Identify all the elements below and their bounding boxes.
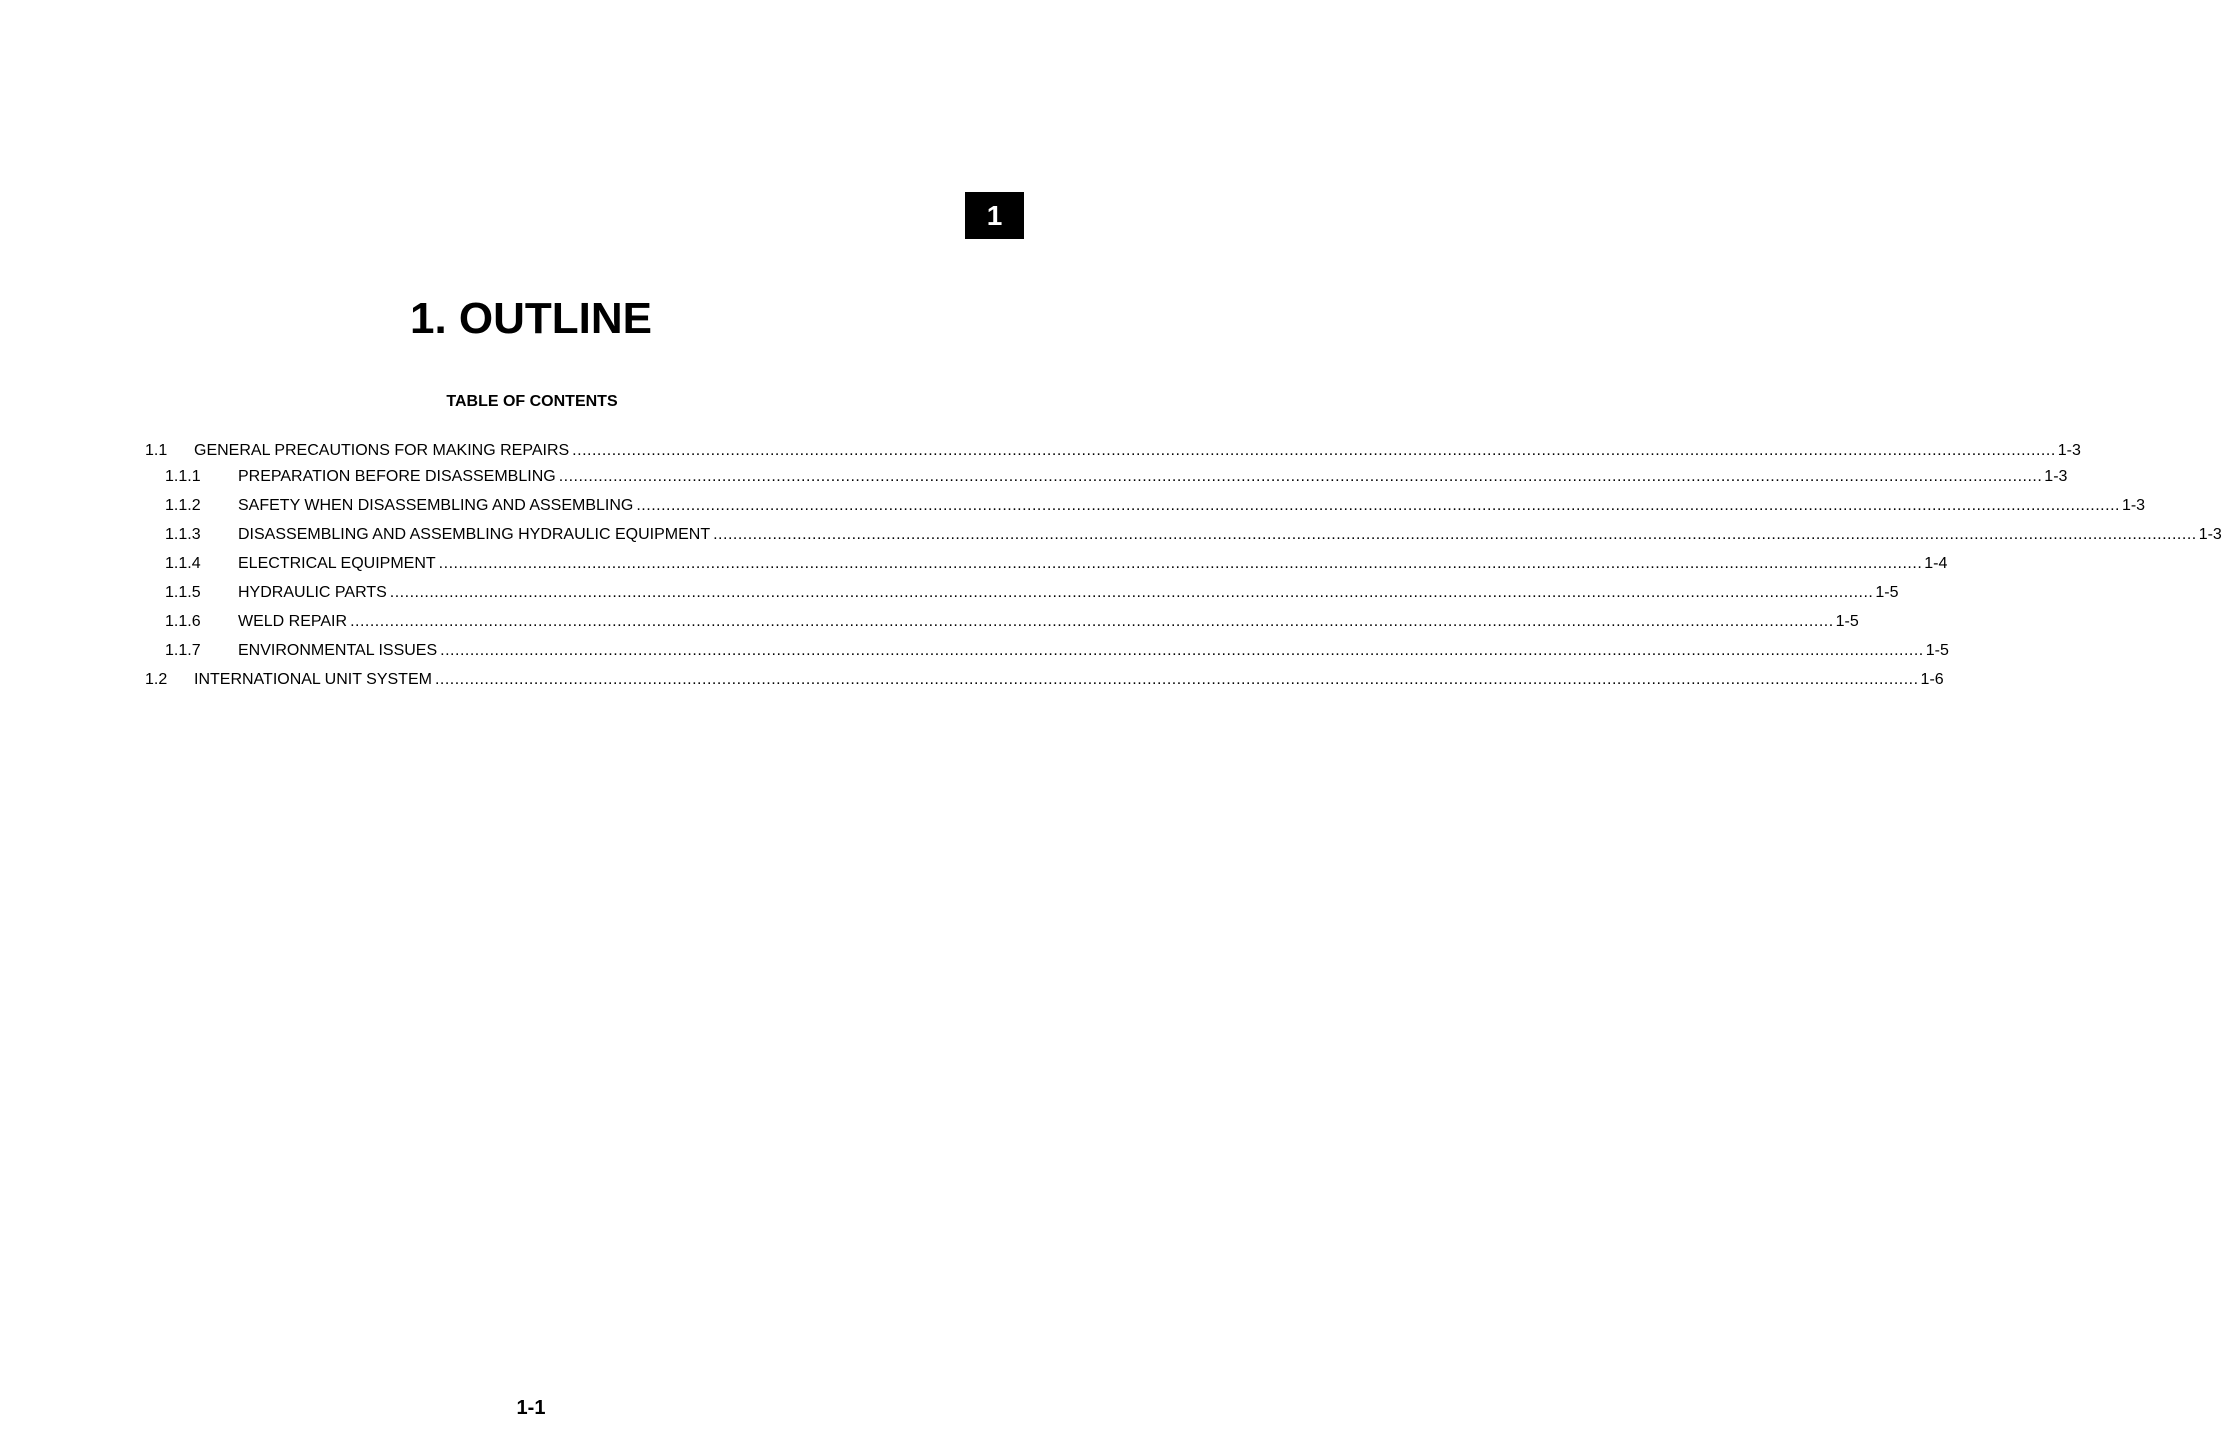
toc-entry-title: PREPARATION BEFORE DISASSEMBLING	[238, 468, 556, 485]
toc-heading: TABLE OF CONTENTS	[446, 393, 618, 410]
toc-entry-title: WELD REPAIR	[238, 613, 348, 630]
toc-entry[interactable]	[145, 496, 2146, 516]
toc-leader-dots: ............................................................................................................................................................................................................................................................................................................	[438, 555, 1923, 572]
toc-entry[interactable]	[145, 641, 1949, 661]
toc-entry-number: 1.1.5	[165, 584, 201, 601]
toc-entry-page: 1-5	[1925, 642, 1949, 659]
toc-entry[interactable]	[145, 525, 2222, 545]
toc-entry[interactable]	[145, 670, 1944, 690]
page-number: 1-1	[516, 1397, 546, 1419]
toc-entry-title: SAFETY WHEN DISASSEMBLING AND ASSEMBLING	[238, 497, 634, 514]
toc-entry-number: 1.1	[145, 442, 168, 459]
toc-leader-dots: ............................................................................................................................................................................................................................................................................................................	[572, 442, 2056, 459]
toc-leader-dots: ............................................................................................................................................................................................................................................................................................................	[713, 526, 2197, 543]
toc-leader-dots: ............................................................................................................................................................................................................................................................................................................	[389, 584, 1874, 601]
toc-entry[interactable]	[145, 441, 2081, 461]
chapter-title: 1. OUTLINE	[409, 294, 653, 343]
toc-entry-number: 1.1.2	[165, 497, 201, 514]
toc-entry-number: 1.1.4	[165, 555, 201, 572]
toc-entry-title: INTERNATIONAL UNIT SYSTEM	[194, 671, 432, 688]
chapter-tab: 1	[965, 192, 1024, 239]
toc-entry-title: GENERAL PRECAUTIONS FOR MAKING REPAIRS	[194, 442, 570, 459]
toc-entry-page: 1-3	[2044, 468, 2068, 485]
toc-entry-number: 1.1.1	[165, 468, 201, 485]
toc-entry-title: ENVIRONMENTAL ISSUES	[238, 642, 438, 659]
toc-entry-title: DISASSEMBLING AND ASSEMBLING HYDRAULIC EQUIPMENT	[238, 526, 711, 543]
toc-entry[interactable]	[145, 467, 2068, 487]
toc-leader-dots: ............................................................................................................................................................................................................................................................................................................	[440, 642, 1924, 659]
toc-entry-page: 1-3	[2057, 442, 2081, 459]
toc-leader-dots: ............................................................................................................................................................................................................................................................................................................	[434, 671, 1919, 688]
toc-entry[interactable]	[145, 583, 1899, 603]
toc-entry-page: 1-3	[2198, 526, 2222, 543]
toc-entry-page: 1-6	[1920, 671, 1944, 688]
toc-entry-number: 1.1.3	[165, 526, 201, 543]
toc-leader-dots: ............................................................................................................................................................................................................................................................................................................	[558, 468, 2043, 485]
toc-entry[interactable]	[145, 554, 1948, 574]
toc-entry[interactable]	[145, 612, 1859, 632]
toc-leader-dots: ............................................................................................................................................................................................................................................................................................................	[636, 497, 2120, 514]
toc-entry-title: HYDRAULIC PARTS	[238, 584, 387, 601]
toc-entry-page: 1-5	[1875, 584, 1899, 601]
toc-entry-page: 1-3	[2121, 497, 2146, 514]
toc-entry-number: 1.2	[145, 671, 168, 688]
toc-entry-page: 1-4	[1924, 555, 1948, 572]
toc-leader-dots: ............................................................................................................................................................................................................................................................................................................	[350, 613, 1834, 630]
toc-entry-page: 1-5	[1835, 613, 1859, 630]
toc-entry-number: 1.1.7	[165, 642, 201, 659]
toc-entry-number: 1.1.6	[165, 613, 201, 630]
toc-entry-title: ELECTRICAL EQUIPMENT	[238, 555, 436, 572]
